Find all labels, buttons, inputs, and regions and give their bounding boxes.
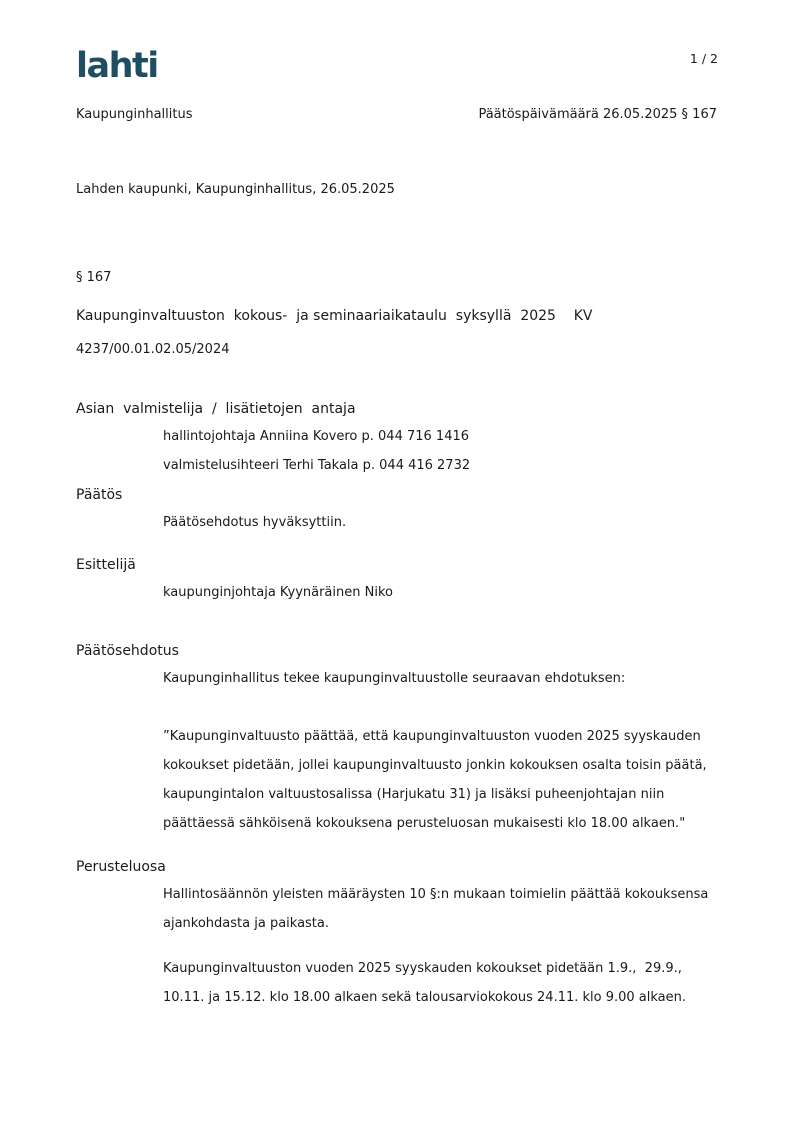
rationale-line: 10.11. ja 15.12. klo 18.00 alkaen sekä talousarviokokous 24.11. klo 9.00 alkaen. [163,990,687,1005]
diary-number: 4237/00.01.02.05/2024 [76,342,230,357]
decision-heading: Päätös [76,487,123,503]
rationale-line: ajankohdasta ja paikasta. [163,916,330,931]
proposal-heading: Päätösehdotus [76,643,179,659]
proposal-intro: Kaupunginhallitus tekee kaupunginvaltuustolle seuraavan ehdotuksen: [163,671,626,686]
proposal-quote-line: ”Kaupunginvaltuusto päättää, että kaupunginvaltuuston vuoden 2025 syyskauden [163,729,701,744]
city-line: Lahden kaupunki, Kaupunginhallitus, 26.05.2025 [76,182,395,197]
rationale-line: Hallintosäännön yleisten määräysten 10 §:n mukaan toimielin päättää kokouksensa [163,887,709,902]
proposal-quote-line: kokoukset pidetään, jollei kaupunginvaltuusto jonkin kokouksen osalta toisin päätä, [163,758,707,773]
preparer-heading: Asian valmistelija / lisätietojen antaja [76,401,356,417]
proposal-quote-line: kaupungintalon valtuustosalissa (Harjukatu 31) ja lisäksi puheenjohtajan niin [163,787,665,802]
lahti-logo-mark [76,46,168,82]
decision-text: Päätösehdotus hyväksyttiin. [163,515,347,530]
svg-text:lahti: lahti [76,46,158,82]
rationale-heading: Perusteluosa [76,859,166,875]
presenter-heading: Esittelijä [76,557,136,573]
proposal-quote-line: päättäessä sähköisenä kokouksena perusteluosan mukaisesti klo 18.00 alkaen." [163,816,686,831]
section-number: § 167 [76,270,112,285]
page-number: 1 / 2 [689,51,718,66]
organ-name: Kaupunginhallitus [76,107,193,122]
document-title: Kaupunginvaltuuston kokous- ja seminaariaikataulu syksyllä 2025 KV [76,308,593,324]
decision-date: Päätöspäivämäärä 26.05.2025 § 167 [478,107,717,122]
preparer-line: valmistelusihteeri Terhi Takala p. 044 416 2732 [163,458,471,473]
preparer-line: hallintojohtaja Anniina Kovero p. 044 716 1416 [163,429,470,444]
presenter-text: kaupunginjohtaja Kyynäräinen Niko [163,585,393,600]
rationale-line: Kaupunginvaltuuston vuoden 2025 syyskauden kokoukset pidetään 1.9., 29.9., [163,961,682,976]
lahti-logo [76,46,168,82]
